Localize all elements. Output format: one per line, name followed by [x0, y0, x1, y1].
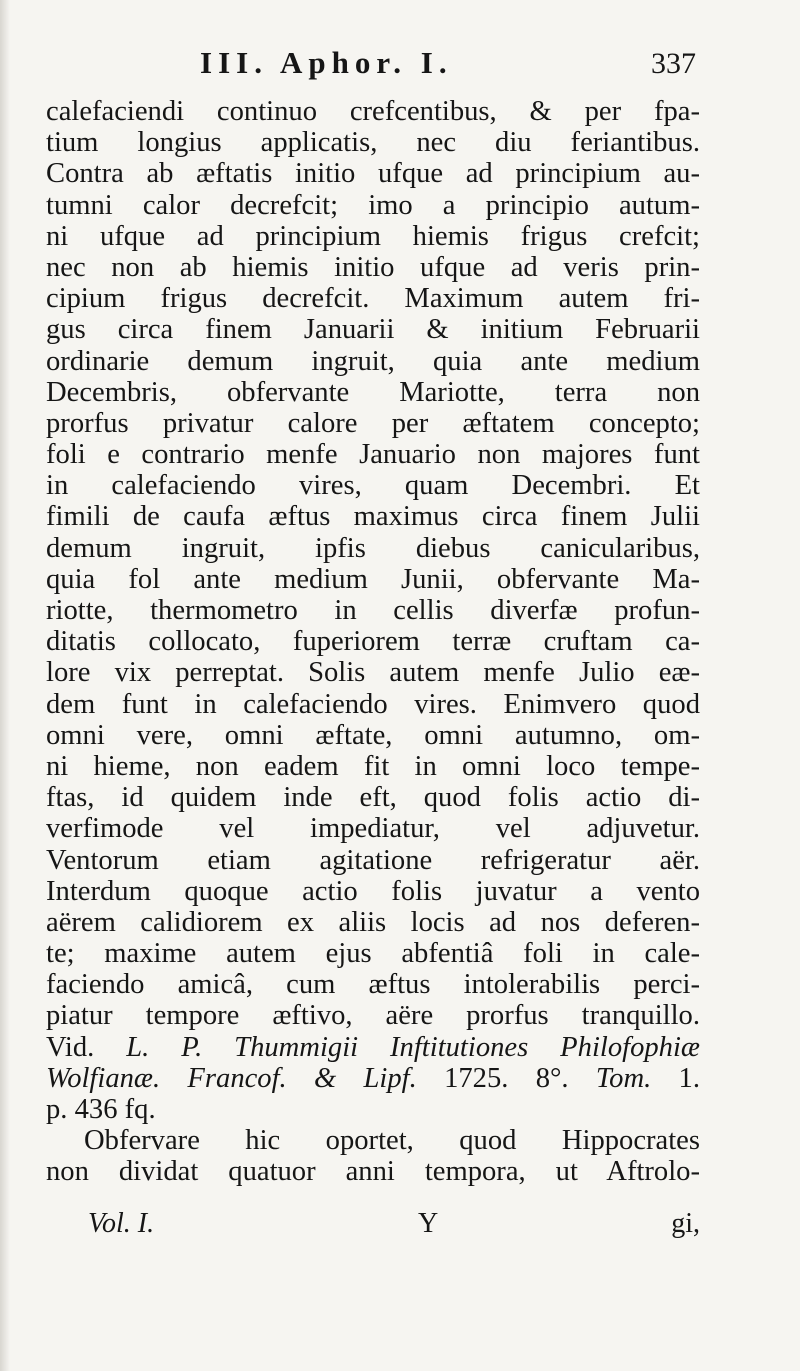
paragraph-line: Obfervare hic oportet, quod Hippocrates: [84, 1125, 700, 1157]
text-line: fimili de caufa æftus maximus circa finem Julii: [46, 501, 700, 533]
citation-line: [46, 1063, 700, 1094]
citation-vid: Vid.: [46, 1031, 95, 1063]
text-line: ni hieme, non eadem fit in omni loco tempe-: [46, 750, 700, 782]
text-line: gus circa finem Januarii & initium Februarii: [46, 314, 700, 346]
text-line: Interdum quoque actio folis juvatur a vento: [46, 875, 700, 907]
text-line: quia fol ante medium Junii, obfervante Ma-: [46, 563, 700, 595]
body-text: [46, 96, 700, 1188]
text-line: ni ufque ad principium hiemis frigus crefcit;: [46, 220, 700, 252]
text-line: nec non ab hiemis initio ufque ad veris prin-: [46, 251, 700, 283]
text-line: piatur tempore æftivo, aëre prorfus tranquillo.: [46, 1000, 700, 1032]
text-line: tumni calor decrefcit; imo a principio autum-: [46, 189, 700, 221]
text-line: lore vix perreptat. Solis autem menfe Julio eæ-: [46, 657, 700, 689]
text-line: aërem calidiorem ex aliis locis ad nos deferen-: [46, 906, 700, 938]
citation-tom: Tom.: [595, 1062, 652, 1094]
text-line: Ventorum etiam agitatione refrigeratur aër.: [46, 844, 700, 876]
text-line: omni vere, omni æftate, omni autumno, om-: [46, 719, 700, 751]
volume-label: Vol. I.: [88, 1208, 155, 1239]
citation-line: p. 436 fq.: [46, 1094, 156, 1125]
text-line: calefaciendi continuo crefcentibus, & per fpa-: [46, 96, 700, 127]
text-line: Contra ab æftatis initio ufque ad principium au-: [46, 158, 700, 190]
text-line: te; maxime autem ejus abfentiâ foli in cale-: [46, 938, 700, 970]
text-line: cipium frigus decrefcit. Maximum autem fri-: [46, 283, 700, 315]
page-number: 337: [651, 47, 696, 80]
text-line: prorfus privatur calore per æftatem concepto;: [46, 407, 700, 439]
text-line: ditatis collocato, fuperiorem terræ cruftam ca-: [46, 626, 700, 658]
text-line: ftas, id quidem inde eft, quod folis actio di-: [46, 782, 700, 814]
text-line: faciendo amicâ, cum æftus intolerabilis perci-: [46, 969, 700, 1001]
text-line: tium longius applicatis, nec diu feriantibus.: [46, 127, 700, 159]
text-line: riotte, thermometro in cellis diverfæ profun-: [46, 595, 700, 626]
text-line: dem funt in calefaciendo vires. Enimvero quod: [46, 688, 700, 720]
text-line: demum ingruit, ipfis diebus canicularibus,: [46, 532, 700, 564]
citation-tom-number: 1.: [678, 1062, 700, 1094]
page-edge-shadow: [0, 0, 10, 1371]
text-line: in calefaciendo vires, quam Decembri. Et: [46, 470, 700, 502]
page-footer: [88, 1208, 700, 1248]
page-header: [46, 45, 696, 89]
citation-imprint: Wolfianæ. Francof. & Lipf.: [46, 1062, 417, 1094]
text-line: verfimode vel impediatur, vel adjuvetur.: [46, 813, 700, 845]
running-head: III. Aphor. I.: [200, 45, 453, 80]
citation-author-title: L. P. Thummigii Inftitutiones Philofophiæ: [126, 1031, 700, 1063]
catchword: gi,: [671, 1208, 700, 1239]
text-line: Decembris, obfervante Mariotte, terra non: [46, 376, 700, 408]
paragraph-line: non dividat quatuor anni tempora, ut Aftrolo-: [46, 1156, 700, 1188]
signature-mark: Y: [418, 1208, 439, 1239]
text-line: foli e contrario menfe Januario non majores funt: [46, 439, 700, 471]
citation-line: [46, 1032, 700, 1063]
citation-year-format: 1725. 8°.: [444, 1062, 569, 1094]
text-line: ordinarie demum ingruit, quia ante medium: [46, 345, 700, 377]
